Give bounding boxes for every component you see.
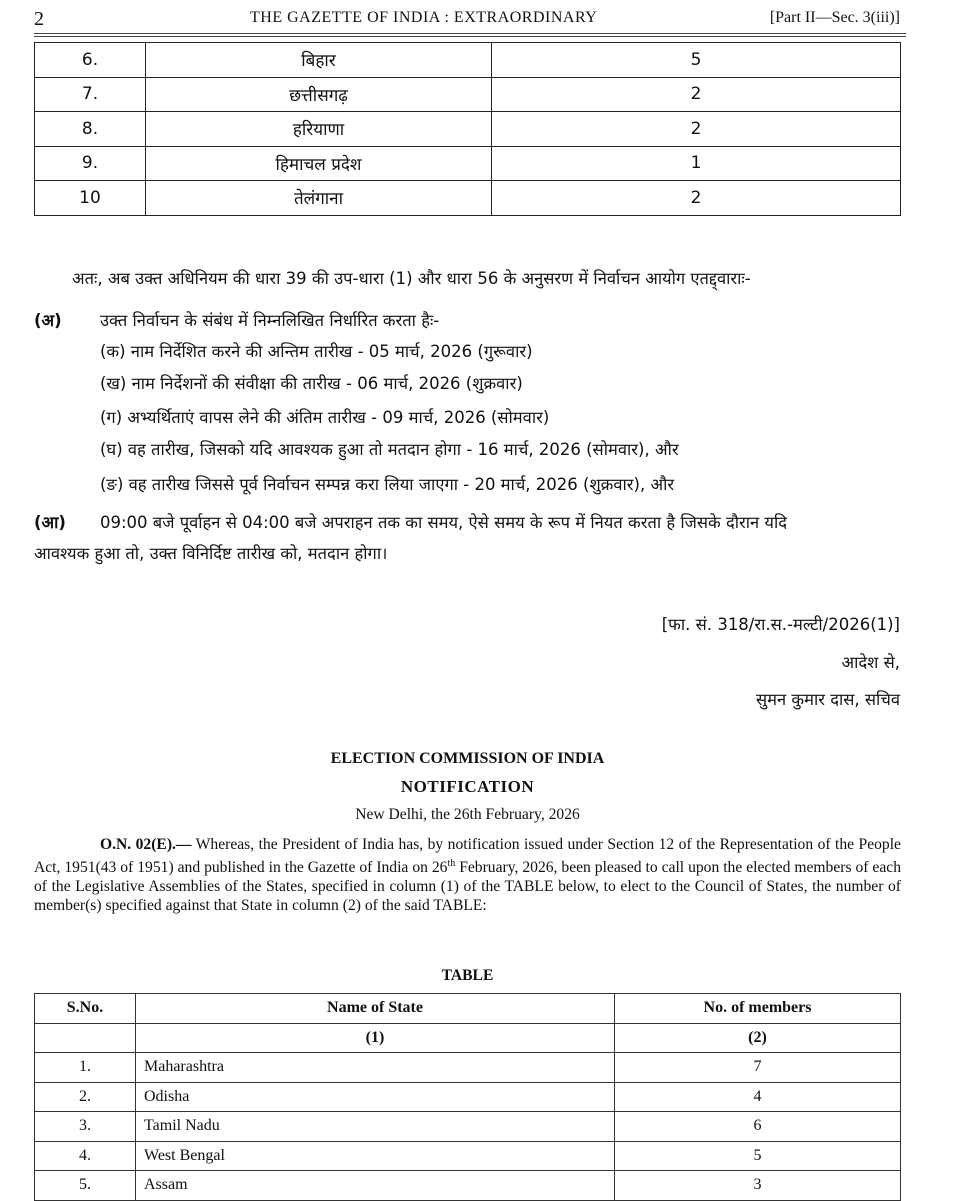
table-header-row	[35, 994, 901, 1024]
table-row	[35, 77, 901, 112]
clause-a-text: उक्त निर्वाचन के संबंध में निम्नलिखित निर्धारित करता हैः-	[100, 311, 440, 330]
clause-aa-label: (आ)	[34, 513, 66, 532]
table-row	[35, 1053, 901, 1083]
table-title: TABLE	[441, 967, 494, 984]
header-rule	[34, 36, 906, 37]
table-row	[35, 112, 901, 147]
state-cell: बिहार	[146, 43, 492, 78]
state-cell: Tamil Nadu	[136, 1112, 615, 1142]
state-cell: Assam	[136, 1171, 615, 1201]
place-date: New Delhi, the 26th February, 2026	[355, 806, 580, 823]
para-sup: th	[447, 858, 456, 869]
signatory: सुमन कुमार दास, सचिव	[756, 690, 900, 709]
sno-cell: 6.	[35, 43, 146, 78]
schedule-item: (ङ) वह तारीख जिससे पूर्व निर्वाचन सम्पन्न करा लिया जाएगा - 20 मार्च, 2026 (शुक्रवार), और	[100, 475, 675, 494]
schedule-item: (ग) अभ्यर्थिताएं वापस लेने की अंतिम तारीख - 09 मार्च, 2026 (सोमवार)	[100, 408, 550, 427]
table-row	[35, 43, 901, 78]
col-state-header: Name of State	[136, 994, 615, 1024]
table-row	[35, 181, 901, 216]
org-heading: ELECTION COMMISSION OF INDIA	[330, 750, 605, 767]
notification-paragraph	[34, 835, 901, 915]
schedule-item: (क) नाम निर्देशित करने की अन्तिम तारीख - 05 मार्च, 2026 (गुरूवार)	[100, 342, 533, 361]
col-sno-header: S.No.	[35, 994, 136, 1024]
sno-cell: 1.	[35, 1053, 136, 1083]
clause-aa-line1: 09:00 बजे पूर्वाहन से 04:00 बजे अपराहन तक का समय, ऐसे समय के रूप में नियत करता है जिसके दौरान यदि	[100, 513, 788, 532]
table-column-number-row	[35, 1023, 901, 1053]
para-text-b: February, 2026, been pleased to call upon the elected members of each of the Legislative Assemblies of the States, specified in column (1) of the TABLE below, to elect to the Council of States, the number of member(s) specified against that State in column (2) of the said TABLE:	[34, 859, 901, 915]
schedule-item: (घ) वह तारीख, जिसको यदि आवश्यक हुआ तो मतदान होगा - 16 मार्च, 2026 (सोमवार), और	[100, 440, 679, 459]
table-row	[35, 1112, 901, 1142]
notification-heading: NOTIFICATION	[400, 777, 535, 796]
sno-cell: 2.	[35, 1082, 136, 1112]
sno-cell: 5.	[35, 1171, 136, 1201]
members-cell: 3	[615, 1171, 901, 1201]
table-row	[35, 146, 901, 181]
table-row	[35, 1171, 901, 1201]
clause-a-label: (अ)	[34, 311, 62, 330]
col-state-number: (1)	[136, 1023, 615, 1053]
members-cell: 4	[615, 1082, 901, 1112]
members-cell: 1	[492, 146, 901, 181]
members-cell: 6	[615, 1112, 901, 1142]
para-text-a: Whereas, the President of India has, by notification issued under Section 12 of the Representation of the People Act, 1951(43 of 1951) and published in the Gazette of India on 26	[34, 836, 901, 877]
state-cell: Odisha	[136, 1082, 615, 1112]
members-cell: 5	[615, 1141, 901, 1171]
table-row	[35, 1082, 901, 1112]
file-reference: [फा. सं. 318/रा.स.-मल्टी/2026(1)]	[661, 615, 900, 634]
on-number: O.N. 02(E).—	[100, 836, 192, 853]
members-cell: 2	[492, 77, 901, 112]
english-state-table	[34, 993, 901, 1201]
hindi-state-table	[34, 42, 901, 216]
sno-cell: 7.	[35, 77, 146, 112]
schedule-item: (ख) नाम निर्देशनों की संवीक्षा की तारीख - 06 मार्च, 2026 (शुक्रवार)	[100, 374, 523, 393]
state-cell: Maharashtra	[136, 1053, 615, 1083]
sno-cell: 9.	[35, 146, 146, 181]
clause-aa-line2: आवश्यक हुआ तो, उक्त विनिर्दिष्ट तारीख को, मतदान होगा।	[34, 544, 388, 563]
sno-cell: 4.	[35, 1141, 136, 1171]
header-rule	[34, 33, 906, 34]
sno-cell: 8.	[35, 112, 146, 147]
state-cell: West Bengal	[136, 1141, 615, 1171]
sno-cell: 3.	[35, 1112, 136, 1142]
col-members-header: No. of members	[615, 994, 901, 1024]
members-cell: 2	[492, 112, 901, 147]
state-cell: तेलंगाना	[146, 181, 492, 216]
gazette-title: THE GAZETTE OF INDIA : EXTRAORDINARY	[250, 9, 598, 26]
table-row	[35, 1141, 901, 1171]
members-cell: 2	[492, 181, 901, 216]
state-cell: हिमाचल प्रदेश	[146, 146, 492, 181]
gazette-part: [Part II—Sec. 3(iii)]	[769, 9, 900, 26]
col-sno-number	[35, 1023, 136, 1053]
members-cell: 7	[615, 1053, 901, 1083]
sno-cell: 10	[35, 181, 146, 216]
state-cell: हरियाणा	[146, 112, 492, 147]
members-cell: 5	[492, 43, 901, 78]
col-members-number: (2)	[615, 1023, 901, 1053]
page-number: 2	[34, 8, 44, 30]
hindi-intro: अतः, अब उक्त अधिनियम की धारा 39 की उप-धारा (1) और धारा 56 के अनुसरण में निर्वाचन आयोग एतद्द्वाराः-	[72, 269, 751, 288]
state-cell: छत्तीसगढ़	[146, 77, 492, 112]
by-order: आदेश से,	[841, 653, 900, 672]
